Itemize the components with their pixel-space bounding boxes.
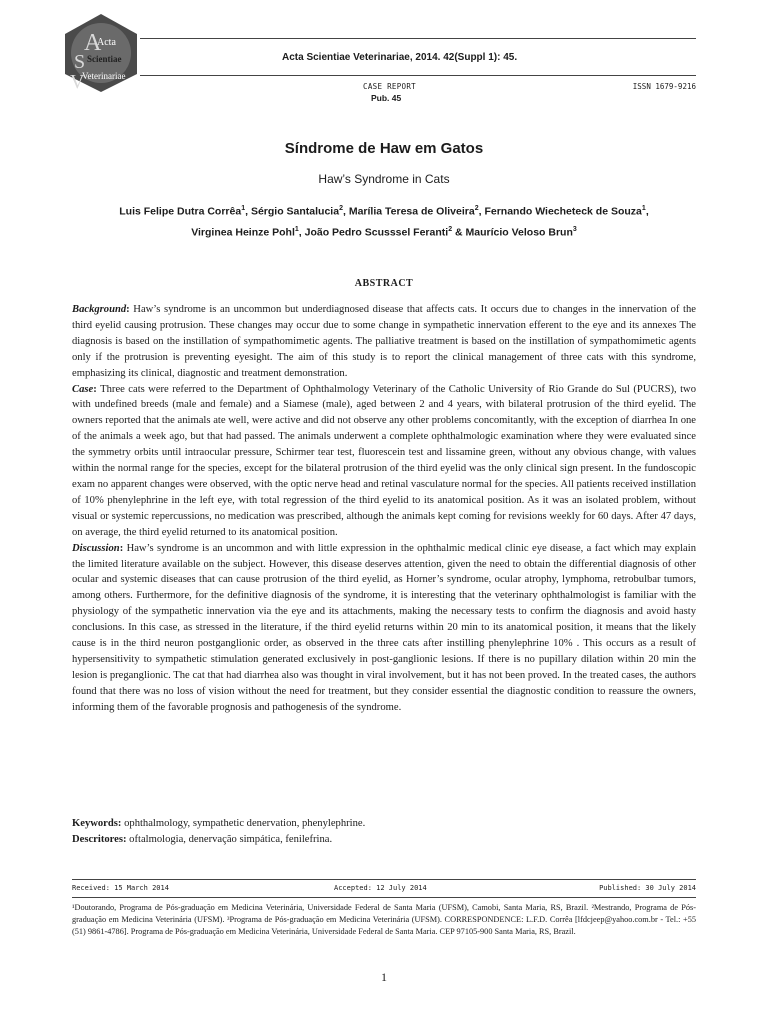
date-accepted: Accepted: 12 July 2014 (334, 884, 427, 892)
article-type: CASE REPORT (363, 82, 416, 91)
page-number: 1 (381, 970, 387, 984)
abstract-body (72, 302, 696, 716)
case-label: Case (72, 383, 94, 395)
author-affiliation-mark: 2 (339, 205, 343, 212)
author-affiliation-mark: 3 (572, 225, 577, 233)
journal-logo (60, 12, 142, 94)
logo-letter-v: V (70, 71, 85, 93)
author-separator: , (342, 205, 349, 218)
descritores-text: oftalmologia, denervação simpática, fenilefrina. (129, 833, 333, 845)
author-affiliation-mark: 1 (294, 225, 299, 233)
abstract-heading: ABSTRACT (354, 278, 414, 289)
dates-top-rule (72, 879, 696, 880)
author-separator: & (452, 226, 466, 238)
logo-line-acta: Acta (97, 37, 116, 48)
logo-line-veterinariae: Veterinariae (82, 71, 126, 81)
background-label: Background (72, 304, 127, 315)
affiliations-footnote: ¹Doutorando, Programa de Pós-graduação em Medicina Veterinária, Universidade Federal de Santa Maria (UFSM), Camobi, Santa Maria, RS, Brazil. ²Mestrando, Programa de Pós-graduação em Medicina Veterinária (UFSM). ³Programa de Pós-graduação em Medicina Veterinária (UFSM). CORRESPONDENCE: L.F.D. Corrêa [lfdcjeep@yahoo.com.br - Tel.: +55 (51) 9861-4786]. Programa de Pós-graduação em Medicina Veterinária, Universidade Federal de Santa Maria. CEP 97105-900 Santa Maria, RS, Brazil. (72, 903, 696, 936)
header-bottom-rule (140, 75, 696, 76)
case-text: Three cats were referred to the Department of Ophthalmology Veterinary of the Catholic University of Rio Grande do Sul (PUCRS), two with undefined breeds (male and female) and a Siamese (male), aged between 2 and 4 years, with bilateral protrusion of the third eyelid. The owners reported that the animals ate well, were active and did not observe any other problems concomitantly, with the exception of diarrhea In one of the animals a week ago, but that had passed. The animals underwent a complete ophthalmologic examination where they were evaluated since the symmetry orbits until intraocular pressure, Schirmer tear test, fluorescein test and lissamine green, without any obvious change, with values within the normal range for the species, except for the bilateral protrusion of the third eyelid was the only clinical sign present. In the fundoscopic exam no apparent changes were observed, with the optic nerve head and retinal vasculature normal for the species. All patients received instillation of 10% phenylephrine in the left eye, with total regression of the third eyelid to its anatomical position. As it was an isolated problem, without visual or systemic repercussions, no medication was prescribed, although the animals kept coming for revisions weekly for 60 days. After 47 days, on average, the third eyelid returned to its anatomical position. (72, 383, 696, 538)
author-affiliation-mark: 2 (474, 205, 479, 212)
dates-bottom-rule (72, 897, 696, 898)
logo-line-scientiae: Scientiae (87, 54, 122, 64)
keywords-text: ophthalmology, sympathetic denervation, phenylephrine. (124, 818, 366, 829)
date-published: Published: 30 July 2014 (599, 884, 696, 892)
author-separator: , (298, 226, 305, 238)
abstract-case-paragraph: Case: Three cats were referred to the Department of Ophthalmology Veterinary of the Catholic University of Rio Grande do Sul (PUCRS), two with undefined breeds (male and female) and a Siamese (male), aged between 2 and 4 years, with bilateral protrusion of the third eyelid. The owners reported that the animals ate well, were active and did not observe any other problems concomitantly, with the exception of diarrhea In one of the animals a week ago, but that had passed. The animals underwent a complete ophthalmologic examination where they were evaluated since the symmetry orbits until intraocular pressure, Schirmer tear test, fluorescein test and lissamine green, without any obvious change, with values within the normal range for the species, except for the bilateral protrusion of the third eyelid was the only clinical sign present. In the fundoscopic exam no apparent changes were observed, with the optic nerve head and retinal vasculature normal for the species. All patients received instillation of 10% phenylephrine in the left eye, with total regression of the third eyelid to its anatomical position. As it was an isolated problem, without visual or systemic repercussions, no medication was prescribed, although the animals kept coming for revisions weekly for 60 days. After 47 days, on average, the third eyelid returned to its anatomical position. (72, 383, 696, 538)
article-subtitle: Haw’s Syndrome in Cats (318, 172, 450, 186)
author-affiliation-mark: 1 (641, 205, 646, 212)
logo-letter-a: A (84, 30, 102, 56)
author-name: Marília Teresa de Oliveira (348, 205, 475, 218)
date-received: Received: 15 March 2014 (72, 884, 169, 892)
article-title: Síndrome de Haw em Gatos (284, 140, 484, 157)
keywords-label: Keywords: (72, 818, 122, 829)
descritores-label: Descritores: (72, 833, 127, 845)
author-separator: , (478, 205, 485, 218)
header-top-rule (140, 38, 696, 39)
author-name: Sérgio Santalucia (250, 205, 340, 218)
journal-logo-graphic (60, 12, 142, 94)
author-affiliation-mark: 2 (448, 225, 453, 233)
author-affiliation-mark: 1 (241, 205, 246, 212)
discussion-label: Discussion (72, 542, 120, 554)
keywords-line (72, 816, 696, 832)
abstract-background-paragraph: Background: Haw’s syndrome is an uncommon but underdiagnosed disease that affects cats. It occurs due to changes in the innervation of the third eyelid causing protrusion. These changes may occur due to some change in sympathetic innervation efferent to the eye and its annexes The diagnosis is based on the instillation of sympathomimetic agents. The palliative treatment is based on the instillation of sympathomimetic agents only if the protrusion is preventing eyesight. The aim of this study is to report the clinical management of three cats with this syndrome, emphasizing its clinical, diagnostic and treatment demonstration. (72, 304, 696, 379)
author-name: Fernando Wiecheteck de Souza (484, 205, 642, 218)
abstract-discussion-paragraph: Discussion: Haw’s syndrome is an uncommon and with little expression in the ophthalmic medical clinic eye disease, a fact which may explain the limited literature available on the subject. However, this disease deserves attention, given the need to obtain the differential diagnosis of other ocular and systemic diseases that can cause protrusion of the third eyelid, as Horner’s syndrome, ocular atrophy, lymphoma, retrobulbar tumors, among others. Furthermore, for the definitive diagnosis of the syndrome, it is interesting that the veterinary ophthalmologist is familiar with the physiology of the sympathetic innervation via the eye and its attachments, making the necessary tests to confirm the diagnosis and avoid hasty conclusions. In this case, as stressed in the literature, if the third eyelid returns within 20 min to its anatomical position, it means that the likely cause is in the third neuron postganglionic order, as observed in the three cats after instilling phenylephrine 10% . This occurs as a result of hypersensitivity to sympathetic stimulation generated exclusively in post-ganglionic lesions. If there is no pupillary dilation within 20 min the lesion is preganglionic. The cat that had diarrhea also was thought in viral involvement, but it has not been proved. In the treated cases, the authors found that there was no loss of vision without the need for treatment, but they consider essential the diagnostic condition to reassure the owners, informing them of the favorable prognosis and pathogenesis of the syndrome. (72, 542, 696, 713)
author-list (72, 200, 696, 241)
author-separator: , (645, 205, 649, 218)
discussion-text: Haw’s syndrome is an uncommon and with little expression in the ophthalmic medical clinic eye disease, a fact which may explain the limited literature available on the subject. However, this disease deserves attention, given the need to obtain the differential diagnosis of other ocular and systemic diseases that can cause protrusion of the third eyelid, as Horner’s syndrome, ocular atrophy, lymphoma, retrobulbar tumors, among others. Furthermore, for the definitive diagnosis of the syndrome, it is interesting that the veterinary ophthalmologist is familiar with the physiology of the sympathetic innervation via the eye and its attachments, making the necessary tests to confirm the diagnosis and avoid hasty conclusions. In this case, as stressed in the literature, if the third eyelid returns within 20 min to its anatomical position, it means that the likely cause is in the third neuron postganglionic order, as observed in the three cats after instilling phenylephrine 10% . This occurs as a result of hypersensitivity to sympathetic stimulation generated exclusively in post-ganglionic lesions. If there is no pupillary dilation within 20 min the lesion is preganglionic. The cat that had diarrhea also was thought in viral involvement, but it has not been proved. In the treated cases, the authors found that there was no loss of vision without the need for treatment, but they consider essential the diagnostic condition to reassure the owners, informing them of the favorable prognosis and pathogenesis of the syndrome. (72, 542, 696, 713)
logo-letter-s: S (74, 51, 86, 73)
author-name: João Pedro Scusssel Feranti (304, 226, 449, 238)
keywords-block (72, 816, 696, 848)
author-name: Luis Felipe Dutra Corrêa (119, 205, 242, 218)
descritores-line (72, 832, 696, 848)
author-name: Virginea Heinze Pohl (191, 226, 295, 238)
publication-number: Pub. 45 (371, 93, 402, 103)
journal-reference: Acta Scientiae Veterinariae, 2014. 42(Suppl 1): 45. (282, 52, 518, 63)
issn: ISSN 1679-9216 (632, 82, 696, 91)
author-separator: , (245, 205, 251, 218)
background-text: Haw’s syndrome is an uncommon but underdiagnosed disease that affects cats. It occurs due to changes in the innervation of the third eyelid causing protrusion. These changes may occur due to some change in sympathetic innervation efferent to the eye and its annexes The diagnosis is based on the instillation of sympathomimetic agents. The palliative treatment is based on the instillation of sympathomimetic agents only if the protrusion is preventing eyesight. The aim of this study is to report the clinical management of three cats with this syndrome, emphasizing its clinical, diagnostic and treatment demonstration. (72, 304, 696, 379)
author-name: Maurício Veloso Brun (465, 226, 573, 238)
